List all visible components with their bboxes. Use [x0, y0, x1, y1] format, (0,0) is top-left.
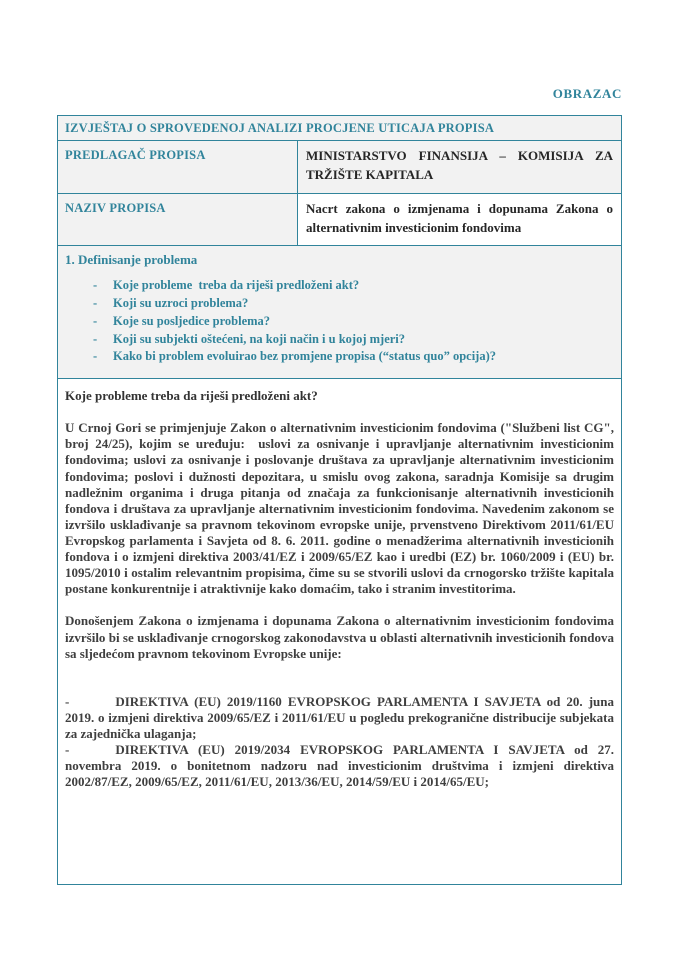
report-title-row [58, 116, 621, 141]
section-heading: 1. Definisanje problema [65, 252, 198, 268]
field-label-predlagac: PREDLAGAČ PROPISA [58, 141, 298, 193]
list-item [93, 313, 614, 331]
directive-text: DIREKTIVA (EU) 2019/2034 EVROPSKOG PARLAMENTA I SAVJETA od 27. novembra 2019. o bonitetnom nadzoru nad investicionim društvima i izmjeni direktiva 2002/87/EZ, 2009/65/EZ, 2011/61/EU, 2013/36/EU, 2014/59/EU i 2014/65/EU; [65, 742, 614, 790]
field-label-naziv: NAZIV PROPISA [58, 194, 298, 246]
dash-marker: - [93, 278, 98, 293]
directive-item [65, 742, 614, 790]
dash-marker: - [93, 331, 98, 346]
form-type-label: OBRAZAC [552, 86, 622, 101]
field-row-predlagac [58, 141, 621, 194]
body-paragraph: Donošenjem Zakona o izmjenama i dopunama Zakona o alternativnim investicionim fondovima izvršilo bi se usklađivanje crnogorskog zakonodavstva u oblasti alternativnih investicionih fondova sa sljedećom pravnom tekovinom Evropske unije: [65, 613, 614, 661]
directive-item [65, 694, 614, 742]
section-question: Koje probleme treba da riješi predloženi akt? [113, 278, 360, 293]
dash-marker: - [93, 313, 98, 328]
dash-marker: - [65, 742, 70, 758]
field-row-naziv [58, 194, 621, 247]
list-item [93, 277, 614, 295]
list-item [93, 348, 614, 366]
impact-report-table [57, 115, 622, 885]
dash-marker: - [65, 693, 70, 709]
section-question-list [65, 277, 614, 366]
answer-body-section [58, 379, 621, 884]
body-question: Koje probleme treba da riješi predloženi akt? [65, 388, 318, 404]
section-question: Koji su subjekti oštećeni, na koji način i u kojoj mjeri? [113, 331, 406, 346]
list-item [93, 331, 614, 349]
section-question: Koji su uzroci problema? [113, 296, 249, 311]
field-value-naziv: Nacrt zakona o izmjenama i dopunama Zakona o alternativnim investicionim fondovima [306, 200, 613, 235]
directive-text: DIREKTIVA (EU) 2019/1160 EVROPSKOG PARLAMENTA I SAVJETA od 20. juna 2019. o izmjeni direktiva 2009/65/EZ i 2011/61/EU u pogledu prekogranične distribucije subjekata za zajednička ulaganja; [65, 693, 614, 741]
dash-marker: - [93, 296, 98, 311]
body-paragraph: U Crnoj Gori se primjenjuje Zakon o alternativnim investicionim fondovima ("Službeni list CG", broj 24/25), kojim se uređuju: uslovi za osnivanje i upravljanje alternativnim investicionim fondovima; uslovi za osnivanje i poslovanje društava za upravljanje alternativnim investicionim fondovima; poslovi i dužnosti depozitara, u smislu ovog zakona, saradnja Komisije sa drugim nadležnim organima i druga pitanja od značaja za funkcionisanje alternativnih investicionih fondova i društava za upravljanje alternativnim investicionim fondovima. Navedenim zakonom se izvršilo usklađivanje sa pravnom tekovinom evropske unije, prvenstveno Direktivom 2011/61/EU Evropskog parlamenta i Savjeta od 8. 6. 2011. godine o menadžerima alternativnih investicionih fondova i o izmjeni direktiva 2003/41/EZ i 2009/65/EZ kao i uredbi (EZ) br. 1060/2009 i (EU) br. 1095/2010 i ostalim relevantnim propisima, čime su se stvorili uslovi da crnogorsko tržište kapitala postane konkurentnije i atraktivnije kako domaćim, tako i stranim investitorima. [65, 420, 614, 597]
list-item [93, 295, 614, 313]
section-definisanje-problema [58, 246, 621, 379]
section-question: Kako bi problem evoluirao bez promjene propisa (“status quo” opcija)? [113, 349, 497, 364]
report-title: IZVJEŠTAJ O SPROVEDENOJ ANALIZI PROCJENE UTICAJA PROPISA [65, 121, 495, 135]
section-question: Koje su posljedice problema? [113, 313, 271, 328]
field-value-predlagac: MINISTARSTVO FINANSIJA – KOMISIJA ZA TRŽIŠTE KAPITALA [298, 141, 621, 193]
dash-marker: - [93, 349, 98, 364]
